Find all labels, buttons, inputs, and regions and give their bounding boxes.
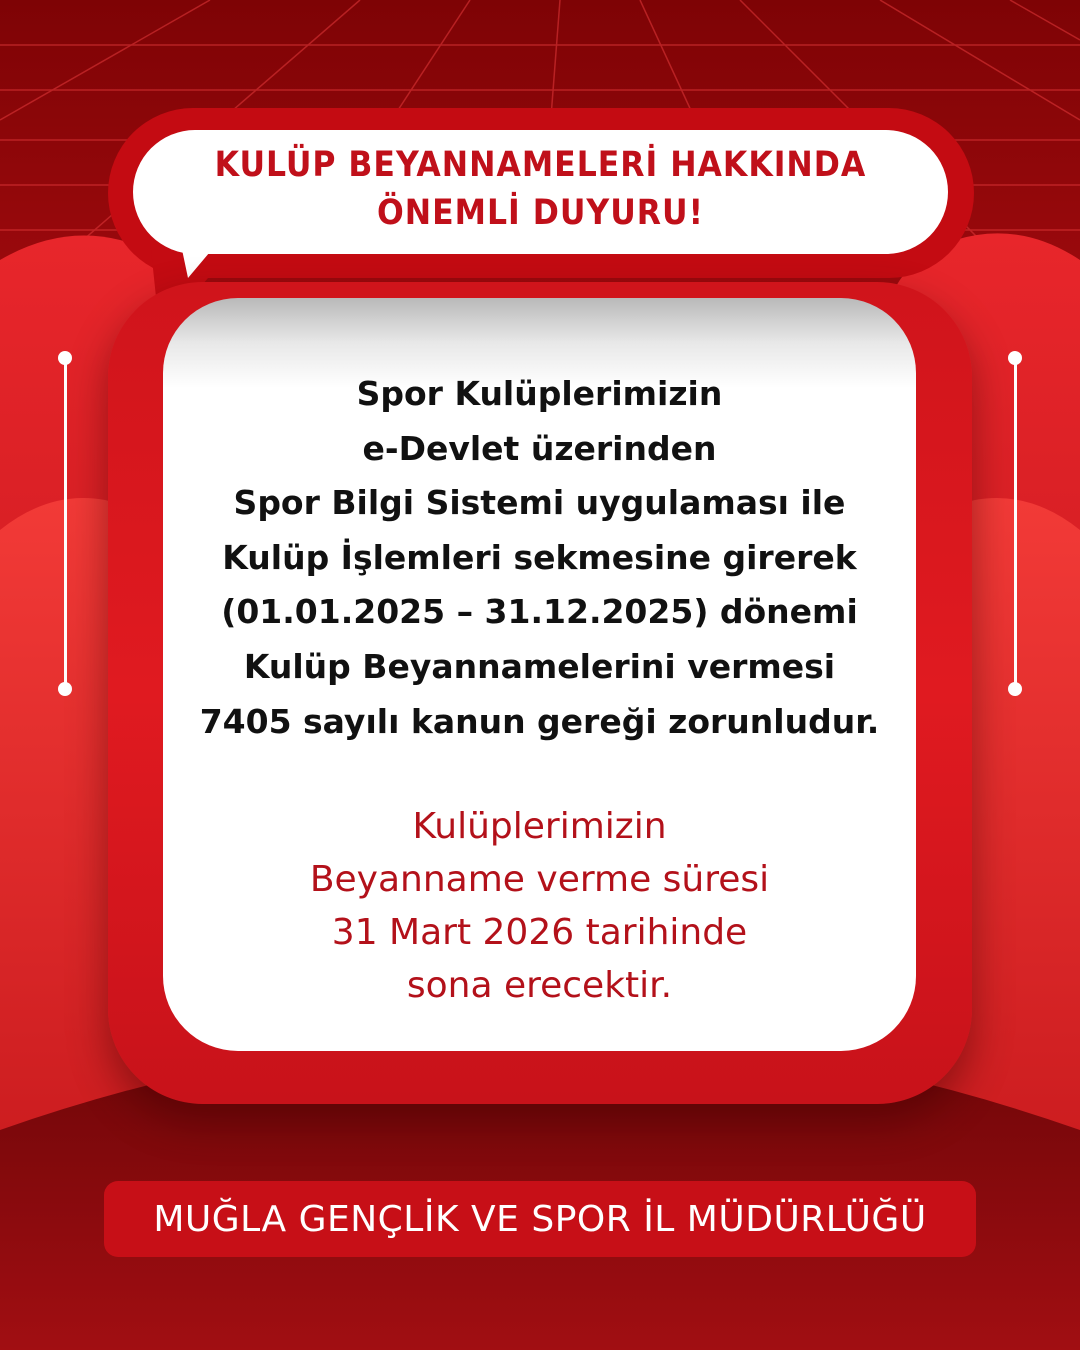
right-line-top-dot bbox=[1008, 351, 1022, 365]
left-decorative-line bbox=[64, 358, 67, 688]
announcement-line: (01.01.2025 – 31.12.2025) dönemi bbox=[221, 592, 858, 632]
left-line-bottom-dot bbox=[58, 682, 72, 696]
right-line-bottom-dot bbox=[1008, 682, 1022, 696]
right-decorative-line bbox=[1014, 358, 1017, 688]
page-title: KULÜP BEYANNAMELERİ HAKKINDA ÖNEMLİ DUYURU! bbox=[214, 145, 867, 233]
deadline-line: sona erecektir. bbox=[406, 965, 673, 1006]
announcement-line: Spor Bilgi Sistemi uygulaması ile bbox=[233, 483, 846, 523]
announcement-line: Kulüp Beyannamelerini vermesi bbox=[243, 646, 836, 686]
left-line-top-dot bbox=[58, 351, 72, 365]
deadline-line: 31 Mart 2026 tarihinde bbox=[331, 912, 748, 953]
deadline-line: Beyanname verme süresi bbox=[309, 859, 770, 900]
announcement-line: Kulüp İşlemleri sekmesine girerek bbox=[222, 537, 857, 577]
announcement-line: 7405 sayılı kanun gereği zorunludur. bbox=[199, 701, 880, 741]
announcement-body bbox=[163, 367, 916, 749]
organization-banner bbox=[104, 1181, 976, 1257]
deadline-line: Kulüplerimizin bbox=[412, 806, 667, 847]
announcement-line: Spor Kulüplerimizin bbox=[356, 374, 723, 413]
announcement-line: e-Devlet üzerinden bbox=[362, 428, 717, 468]
deadline-notice bbox=[163, 800, 916, 1012]
title-bubble bbox=[133, 130, 948, 254]
organization-name: MUĞLA GENÇLİK VE SPOR İL MÜDÜRLÜĞÜ bbox=[153, 1198, 927, 1240]
